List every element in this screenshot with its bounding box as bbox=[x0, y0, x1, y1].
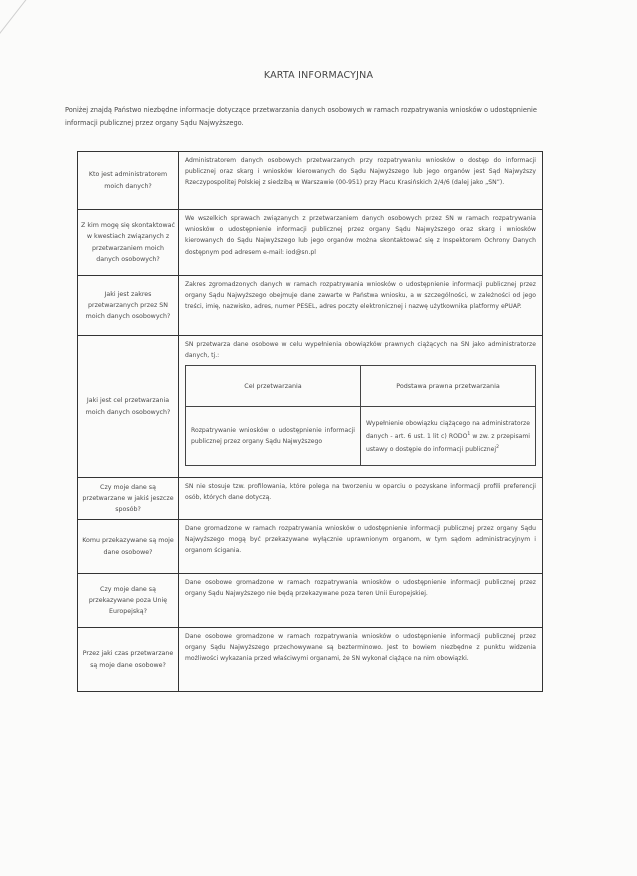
table-row bbox=[78, 336, 543, 478]
question-cell: Jaki jest zakres przetwarzanych przez SN moich danych osobowych? bbox=[78, 276, 179, 336]
question-cell: Komu przekazywane są moje dane osobowe? bbox=[78, 520, 179, 574]
question-cell: Czy moje dane są przekazywane poza Unię Europejską? bbox=[78, 574, 179, 628]
purpose-table-row bbox=[186, 407, 536, 466]
footnote-ref: 1 bbox=[467, 431, 471, 437]
legal-basis-text-b: w zw. z przepisami ustawy o dostępie do informacji publicznej bbox=[366, 432, 530, 453]
legal-basis-cell bbox=[361, 407, 536, 466]
intro-paragraph: Poniżej znajdą Państwo niezbędne informacje dotyczące przetwarzania danych osobowych w ramach rozpatrywania wniosków o udostępnienie informacji publicznej przez organy Sądu Najwyższego. bbox=[65, 106, 537, 127]
question-cell: Czy moje dane są przetwarzane w jakiś jeszcze sposób? bbox=[78, 478, 179, 520]
table-row bbox=[78, 152, 543, 210]
legal-basis-text-a: Wypełnienie obowiązku ciążącego na administratorze danych - art. 6 ust. 1 lit c) RODO bbox=[366, 419, 530, 440]
answer-cell: Administratorem danych osobowych przetwarzanych przy rozpatrywaniu wniosków o dostęp do informacji publicznej oraz skarg i wniosków kierowanych do Sądu Najwyższego lub jego organów jest Sąd Najwyższy Rzeczypospolitej Polskiej z siedzibą w Warszawie (00-951) przy Placu Krasińskich 2/4/6 (dalej jako „SN”). bbox=[179, 152, 543, 210]
scan-artifact-line bbox=[0, 0, 34, 46]
answer-cell: Zakres zgromadzonych danych w ramach rozpatrywania wniosków o udostępnienie informacji publicznej przez organy Sądu Najwyższego obejmuje dane zawarte w Państwa wniosku, a w szczególności, w zależności od jego treści, imię, nazwisko, adres, numer PESEL, adres poczty elektronicznej i nazwę użytkownika platformy ePUAP. bbox=[179, 276, 543, 336]
legal-basis-header: Podstawa prawna przetwarzania bbox=[361, 366, 536, 407]
answer-cell: We wszelkich sprawach związanych z przetwarzaniem danych osobowych przez SN w ramach rozpatrywania wniosków o udostępnienie informacji publicznej przez organy Sądu Najwyższego oraz skarg i wniosków kierowanych do Sądu Najwyższego lub jego organów można skontaktować się z Inspektorem Ochrony Danych dostępnym pod adresem e-mail: iod@sn.pl bbox=[179, 210, 543, 276]
question-cell: Jaki jest cel przetwarzania moich danych osobowych? bbox=[78, 336, 179, 478]
answer-cell bbox=[179, 336, 543, 478]
purpose-table-header bbox=[186, 366, 536, 407]
table-row bbox=[78, 276, 543, 336]
info-table bbox=[77, 151, 543, 692]
question-cell: Z kim mogę się skontaktować w kwestiach związanych z przetwarzaniem moich danych osobowych? bbox=[78, 210, 179, 276]
purpose-header: Cel przetwarzania bbox=[186, 366, 361, 407]
purpose-table bbox=[185, 365, 536, 466]
table-row bbox=[78, 628, 543, 692]
question-cell: Przez jaki czas przetwarzane są moje dane osobowe? bbox=[78, 628, 179, 692]
page-title: KARTA INFORMACYJNA bbox=[263, 70, 374, 81]
table-row bbox=[78, 478, 543, 520]
table-row bbox=[78, 574, 543, 628]
purpose-cell: Rozpatrywanie wniosków o udostępnienie informacji publicznej przez organy Sądu Najwyższego bbox=[186, 407, 361, 466]
question-cell: Kto jest administratorem moich danych? bbox=[78, 152, 179, 210]
answer-cell: SN nie stosuje tzw. profilowania, które polega na tworzeniu w oparciu o pozyskane informacji profili preferencji osób, których dane dotyczą. bbox=[179, 478, 543, 520]
answer-cell: Dane gromadzone w ramach rozpatrywania wniosków o udostępnienie informacji publicznej przez organy Sądu Najwyższego mogą być przekazywane wyłącznie uprawnionym organom, w tym sądom administracyjnym i organom ścigania. bbox=[179, 520, 543, 574]
answer-cell: Dane osobowe gromadzone w ramach rozpatrywania wniosków o udostępnienie informacji publicznej przez organy Sądu Najwyższego przechowywane są bezterminowo. Jest to bowiem niezbędne z punktu widzenia możliwości wykazania przed właściwymi organami, że SN wykonał ciążące na nim obowiązki. bbox=[179, 628, 543, 692]
answer-text: SN przetwarza dane osobowe w celu wypełnienia obowiązków prawnych ciążących na SN jako administratorze danych, tj.: bbox=[185, 341, 536, 360]
answer-cell: Dane osobowe gromadzone w ramach rozpatrywania wniosków o udostępnienie informacji publicznej przez organy Sądu Najwyższego nie będą przekazywane poza teren Unii Europejskiej. bbox=[179, 574, 543, 628]
table-row bbox=[78, 210, 543, 276]
footnote-ref: 2 bbox=[496, 444, 499, 450]
table-row bbox=[78, 520, 543, 574]
